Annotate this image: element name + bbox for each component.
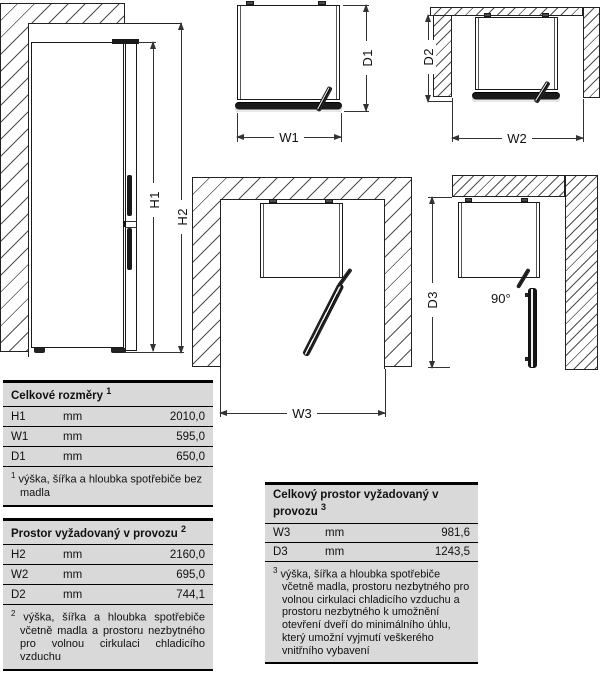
dim-label-w3: W3: [287, 406, 317, 421]
door-handle: [127, 228, 132, 270]
door-stop: [525, 357, 528, 361]
table-row: [3, 585, 213, 605]
row-value: 650,0: [176, 450, 205, 463]
hinge-tab: [269, 199, 277, 203]
table-operating-space: [3, 518, 213, 671]
door-handle: [127, 175, 132, 216]
row-name: D3: [273, 545, 288, 558]
wall-hatch: [452, 175, 565, 197]
fridge-foot: [34, 348, 45, 353]
table-row: [265, 543, 478, 562]
row-unit: mm: [63, 548, 83, 561]
door-split-line: [125, 221, 137, 222]
row-name: D2: [11, 588, 26, 601]
row-value: 981,6: [441, 526, 470, 539]
angle-label: 90°: [491, 291, 511, 306]
row-name: W3: [273, 526, 291, 539]
dimension-line-h2: [181, 23, 182, 353]
dim-label-w1: W1: [274, 130, 304, 145]
fridge-body: [31, 42, 124, 348]
hinge-tab: [521, 198, 528, 202]
row-unit: mm: [325, 526, 345, 539]
table-footnote: $^1$ výška, šířka a hloubka spotřebiče bez madla: [11, 471, 202, 499]
row-value: 695,0: [176, 568, 205, 581]
row-value: 744,1: [176, 588, 205, 601]
hinge-tab: [246, 1, 254, 5]
table-title: Celkový prostor vyžadovaný v provozu $^3$: [265, 485, 478, 524]
table-row: [3, 407, 213, 427]
row-unit: mm: [63, 588, 83, 601]
floor-line: [125, 352, 184, 353]
fridge-body-top: [237, 5, 340, 100]
row-unit: mm: [325, 545, 345, 558]
row-name: H2: [11, 548, 26, 561]
table-row: [3, 565, 213, 585]
table-total-space: [265, 482, 478, 664]
row-value: 1243,5: [434, 545, 470, 558]
open-door-90: [528, 288, 537, 368]
table-title: Celkové rozměry $^1$: [3, 383, 213, 407]
dim-label-h2: H2: [174, 200, 190, 234]
dim-label-d1: D1: [359, 41, 375, 75]
table-footnote: $^3$ výška, šířka a hloubka spotřebiče včetně madla, prostoru nezbytného pro volnou cirkulaci chladicího vzduchu a prostoru nezbytného k umožnění otevření dveří do minimálního úhlu, který umožní vyjmutí veškerého vnitřního vybavení: [273, 565, 470, 657]
door-stop: [525, 293, 528, 297]
fridge-door-top: [235, 102, 342, 112]
row-unit: mm: [63, 450, 83, 463]
hinge-tab: [542, 13, 549, 17]
dim-label-w2: W2: [502, 131, 532, 146]
extension-line: [428, 101, 452, 102]
table-row: [3, 545, 213, 565]
row-unit: mm: [63, 410, 83, 423]
hinge-tab: [465, 198, 472, 202]
wall-hatch: [583, 7, 600, 98]
fridge-body-top: [458, 202, 540, 278]
fridge-body-top: [475, 17, 558, 90]
row-name: W1: [11, 430, 29, 443]
wall-hatch: [565, 175, 598, 370]
row-unit: mm: [63, 430, 83, 443]
row-value: 2160,0: [169, 548, 205, 561]
table-row: [3, 447, 213, 467]
fridge-foot: [111, 348, 126, 353]
door-split-line: [125, 227, 137, 228]
dim-label-h1: H1: [146, 183, 162, 217]
hinge-tab: [484, 13, 491, 17]
row-name: H1: [11, 410, 26, 423]
table-overall-dimensions: [3, 380, 213, 507]
hinge-tab: [325, 199, 333, 203]
row-unit: mm: [63, 568, 83, 581]
door-hinge: [123, 221, 126, 227]
row-name: W2: [11, 568, 29, 581]
row-name: D1: [11, 450, 26, 463]
fridge-door-top: [472, 92, 560, 102]
table-footnote: $^2$ výška, šířka a hloubka spotřebiče včetně madla a prostoru nezbytného pro volnou cirkulaci chladicího vzduchu: [11, 609, 205, 663]
wall-hatch: [430, 7, 583, 16]
dim-label-d2: D2: [420, 40, 436, 74]
row-value: 595,0: [176, 430, 205, 443]
row-value: 2010,0: [169, 410, 205, 423]
table-row: [265, 524, 478, 543]
hinge-tab: [318, 1, 326, 5]
fridge-body-top: [260, 203, 343, 278]
door-top-cap: [112, 39, 139, 44]
table-row: [3, 427, 213, 447]
dim-label-d3: D3: [424, 283, 440, 317]
table-title: Prostor vyžadovaný v provozu $^2$: [3, 521, 213, 545]
